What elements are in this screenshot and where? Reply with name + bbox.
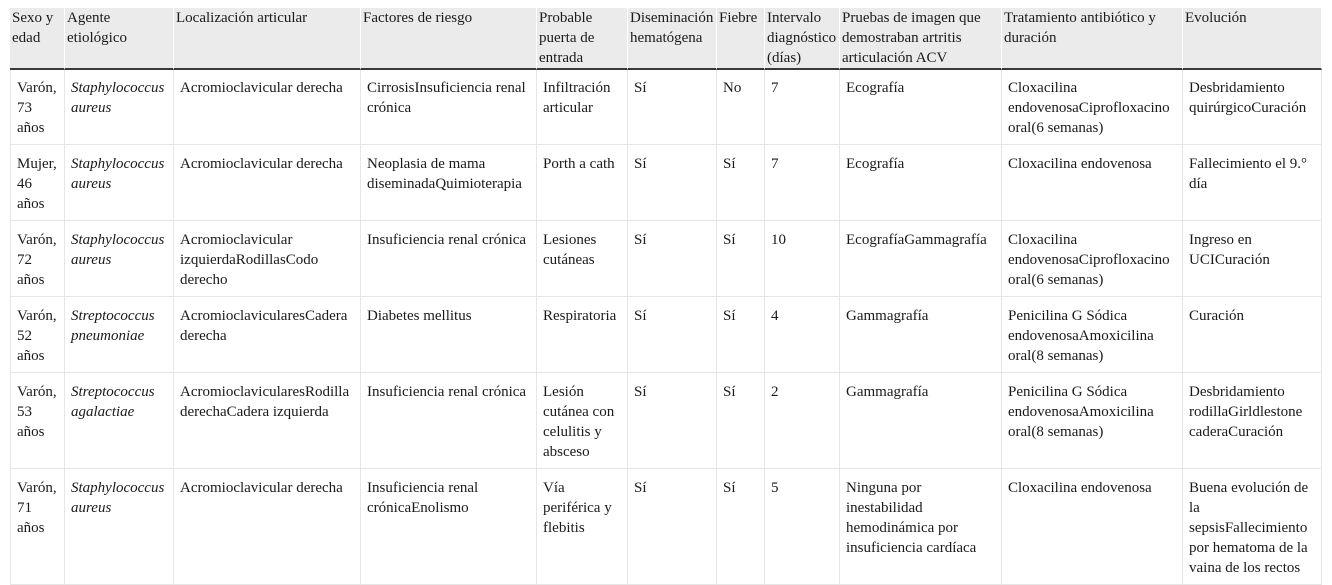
cell-fever: Sí bbox=[717, 469, 765, 585]
cell-risk-factors: CirrosisInsuficiencia renal crónica bbox=[361, 70, 537, 145]
cell-entry: Porth a cath bbox=[537, 145, 628, 221]
cell-location: AcromioclavicularesCadera derecha bbox=[174, 297, 361, 373]
header-imaging: Pruebas de imagen que demostraban artritis articulación ACV bbox=[840, 8, 1002, 70]
cell-imaging: Ninguna por inestabilidad hemodinámica por insuficiencia cardíaca bbox=[840, 469, 1002, 585]
cell-fever: Sí bbox=[717, 297, 765, 373]
table-row bbox=[10, 297, 1322, 373]
cell-sex-age: Varón, 52 años bbox=[10, 297, 65, 373]
header-entry: Probable puerta de entrada bbox=[537, 8, 628, 70]
cell-risk-factors: Insuficiencia renal crónica bbox=[361, 221, 537, 297]
cell-outcome: Ingreso en UCICuración bbox=[1183, 221, 1322, 297]
cell-sex-age: Varón, 73 años bbox=[10, 70, 65, 145]
cell-dissemination: Sí bbox=[628, 373, 717, 469]
cell-treatment: Penicilina G Sódica endovenosaAmoxicilina oral(8 semanas) bbox=[1002, 373, 1183, 469]
cell-outcome: Fallecimiento el 9.° día bbox=[1183, 145, 1322, 221]
cell-fever: Sí bbox=[717, 373, 765, 469]
table-row bbox=[10, 469, 1322, 585]
cell-agent: Staphylococcus aureus bbox=[65, 145, 174, 221]
header-sex-age: Sexo y edad bbox=[10, 8, 65, 70]
header-risk-factors: Factores de riesgo bbox=[361, 8, 537, 70]
header-interval: Intervalo diagnóstico (días) bbox=[765, 8, 840, 70]
cell-dissemination: Sí bbox=[628, 469, 717, 585]
cell-imaging: Gammagrafía bbox=[840, 297, 1002, 373]
cell-imaging: EcografíaGammagrafía bbox=[840, 221, 1002, 297]
cell-treatment: Cloxacilina endovenosaCiprofloxacino oral(6 semanas) bbox=[1002, 221, 1183, 297]
cell-entry: Infiltración articular bbox=[537, 70, 628, 145]
cell-interval: 2 bbox=[765, 373, 840, 469]
table-row bbox=[10, 145, 1322, 221]
header-treatment: Tratamiento antibiótico y duración bbox=[1002, 8, 1183, 70]
cell-sex-age: Varón, 71 años bbox=[10, 469, 65, 585]
cell-dissemination: Sí bbox=[628, 221, 717, 297]
cell-sex-age: Varón, 53 años bbox=[10, 373, 65, 469]
cell-dissemination: Sí bbox=[628, 297, 717, 373]
cell-dissemination: Sí bbox=[628, 70, 717, 145]
cell-agent: Staphylococcus aureus bbox=[65, 221, 174, 297]
cell-outcome: Buena evolución de la sepsisFallecimiento por hematoma de la vaina de los rectos bbox=[1183, 469, 1322, 585]
cell-imaging: Gammagrafía bbox=[840, 373, 1002, 469]
header-dissemination: Diseminación hematógena bbox=[628, 8, 717, 70]
cell-treatment: Cloxacilina endovenosa bbox=[1002, 469, 1183, 585]
cell-outcome: Desbridamiento quirúrgicoCuración bbox=[1183, 70, 1322, 145]
cell-entry: Lesiones cutáneas bbox=[537, 221, 628, 297]
cell-treatment: Cloxacilina endovenosa bbox=[1002, 145, 1183, 221]
cell-interval: 4 bbox=[765, 297, 840, 373]
cell-fever: No bbox=[717, 70, 765, 145]
table-row bbox=[10, 70, 1322, 145]
cell-outcome: Desbridamiento rodillaGirldlestone caderaCuración bbox=[1183, 373, 1322, 469]
cell-location: AcromioclavicularesRodilla derechaCadera izquierda bbox=[174, 373, 361, 469]
cell-interval: 7 bbox=[765, 145, 840, 221]
cell-risk-factors: Insuficiencia renal crónica bbox=[361, 373, 537, 469]
cell-entry: Vía periférica y flebitis bbox=[537, 469, 628, 585]
cell-agent: Streptococcus pneumoniae bbox=[65, 297, 174, 373]
cell-agent: Staphylococcus aureus bbox=[65, 70, 174, 145]
cell-treatment: Penicilina G Sódica endovenosaAmoxicilina oral(8 semanas) bbox=[1002, 297, 1183, 373]
table-header-row bbox=[10, 8, 1322, 70]
header-agent: Agente etiológico bbox=[65, 8, 174, 70]
cell-fever: Sí bbox=[717, 221, 765, 297]
cell-outcome: Curación bbox=[1183, 297, 1322, 373]
cell-location: Acromioclavicular derecha bbox=[174, 469, 361, 585]
cell-risk-factors: Diabetes mellitus bbox=[361, 297, 537, 373]
cell-imaging: Ecografía bbox=[840, 145, 1002, 221]
cell-fever: Sí bbox=[717, 145, 765, 221]
header-location: Localización articular bbox=[174, 8, 361, 70]
cell-interval: 5 bbox=[765, 469, 840, 585]
cell-location: Acromioclavicular derecha bbox=[174, 145, 361, 221]
cell-treatment: Cloxacilina endovenosaCiprofloxacino oral(6 semanas) bbox=[1002, 70, 1183, 145]
table-row bbox=[10, 373, 1322, 469]
cell-entry: Lesión cutánea con celulitis y absceso bbox=[537, 373, 628, 469]
cell-entry: Respiratoria bbox=[537, 297, 628, 373]
cell-risk-factors: Insuficiencia renal crónicaEnolismo bbox=[361, 469, 537, 585]
cell-location: Acromioclavicular izquierdaRodillasCodo derecho bbox=[174, 221, 361, 297]
cell-agent: Staphylococcus aureus bbox=[65, 469, 174, 585]
clinical-cases-table-container bbox=[10, 8, 1322, 585]
clinical-cases-table bbox=[10, 8, 1322, 585]
cell-interval: 7 bbox=[765, 70, 840, 145]
cell-sex-age: Varón, 72 años bbox=[10, 221, 65, 297]
cell-agent: Streptococcus agalactiae bbox=[65, 373, 174, 469]
table-row bbox=[10, 221, 1322, 297]
cell-risk-factors: Neoplasia de mama diseminadaQuimioterapia bbox=[361, 145, 537, 221]
cell-dissemination: Sí bbox=[628, 145, 717, 221]
cell-interval: 10 bbox=[765, 221, 840, 297]
cell-sex-age: Mujer, 46 años bbox=[10, 145, 65, 221]
cell-location: Acromioclavicular derecha bbox=[174, 70, 361, 145]
header-outcome: Evolución bbox=[1183, 8, 1322, 70]
cell-imaging: Ecografía bbox=[840, 70, 1002, 145]
header-fever: Fiebre bbox=[717, 8, 765, 70]
